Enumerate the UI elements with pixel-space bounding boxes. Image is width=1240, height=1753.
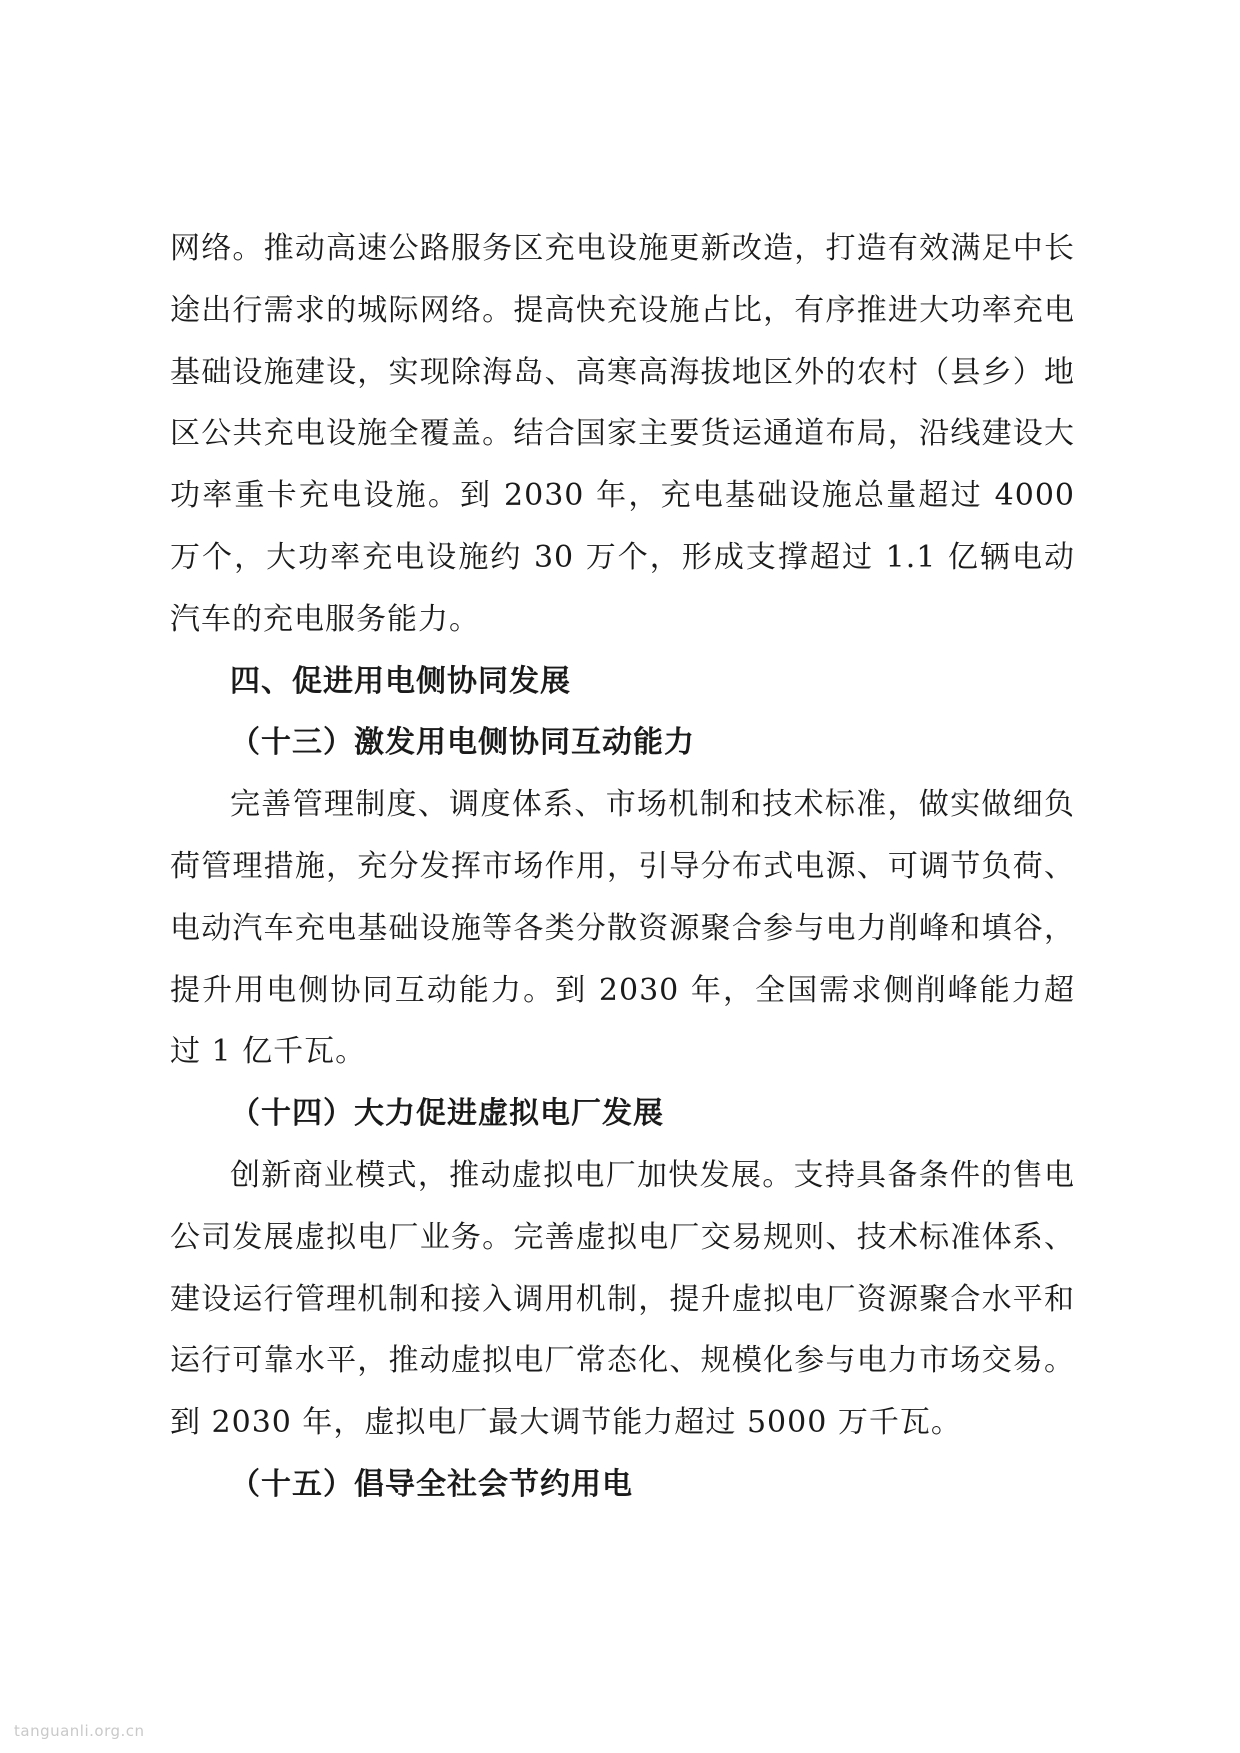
section-heading-demand-side: 四、促进用电侧协同发展 — [230, 663, 571, 699]
subheading-13: （十三）激发用电侧协同互动能力 — [230, 725, 695, 761]
paragraph-charging-network: 网络。推动高速公路服务区充电设施更新改造，打造有效满足中长途出行需求的城际网络。提高快充设施占比，有序推进大功率充电基础设施建设，实现除海岛、高寒高海拔地区外的农村（县乡）地区公共充电设施全覆盖。结合国家主要货运通道布局，沿线建设大功率重卡充电设施。到 2030 年，充电基础设施总量超过 4000 万个，大功率充电设施约 30 万个，形成支撑超过 1.1 亿辆电动汽车的充电服务能力。 — [170, 231, 1075, 637]
document-body — [170, 218, 1075, 1516]
subheading-15: （十五）倡导全社会节约用电 — [230, 1466, 633, 1502]
subheading-14: （十四）大力促进虚拟电厂发展 — [230, 1096, 664, 1132]
paragraph-14: 创新商业模式，推动虚拟电厂加快发展。支持具备条件的售电公司发展虚拟电厂业务。完善虚拟电厂交易规则、技术标准体系、建设运行管理机制和接入调用机制，提升虚拟电厂资源聚合水平和运行可靠水平，推动虚拟电厂常态化、规模化参与电力市场交易。到 2030 年，虚拟电厂最大调节能力超过 5000 万千瓦。 — [170, 1157, 1075, 1441]
paragraph-13: 完善管理制度、调度体系、市场机制和技术标准，做实做细负荷管理措施，充分发挥市场作用，引导分布式电源、可调节负荷、电动汽车充电基础设施等各类分散资源聚合参与电力削峰和填谷，提升用电侧协同互动能力。到 2030 年，全国需求侧削峰能力超过 1 亿千瓦。 — [170, 787, 1075, 1070]
watermark-text: tanguanli.org.cn — [14, 1722, 145, 1740]
